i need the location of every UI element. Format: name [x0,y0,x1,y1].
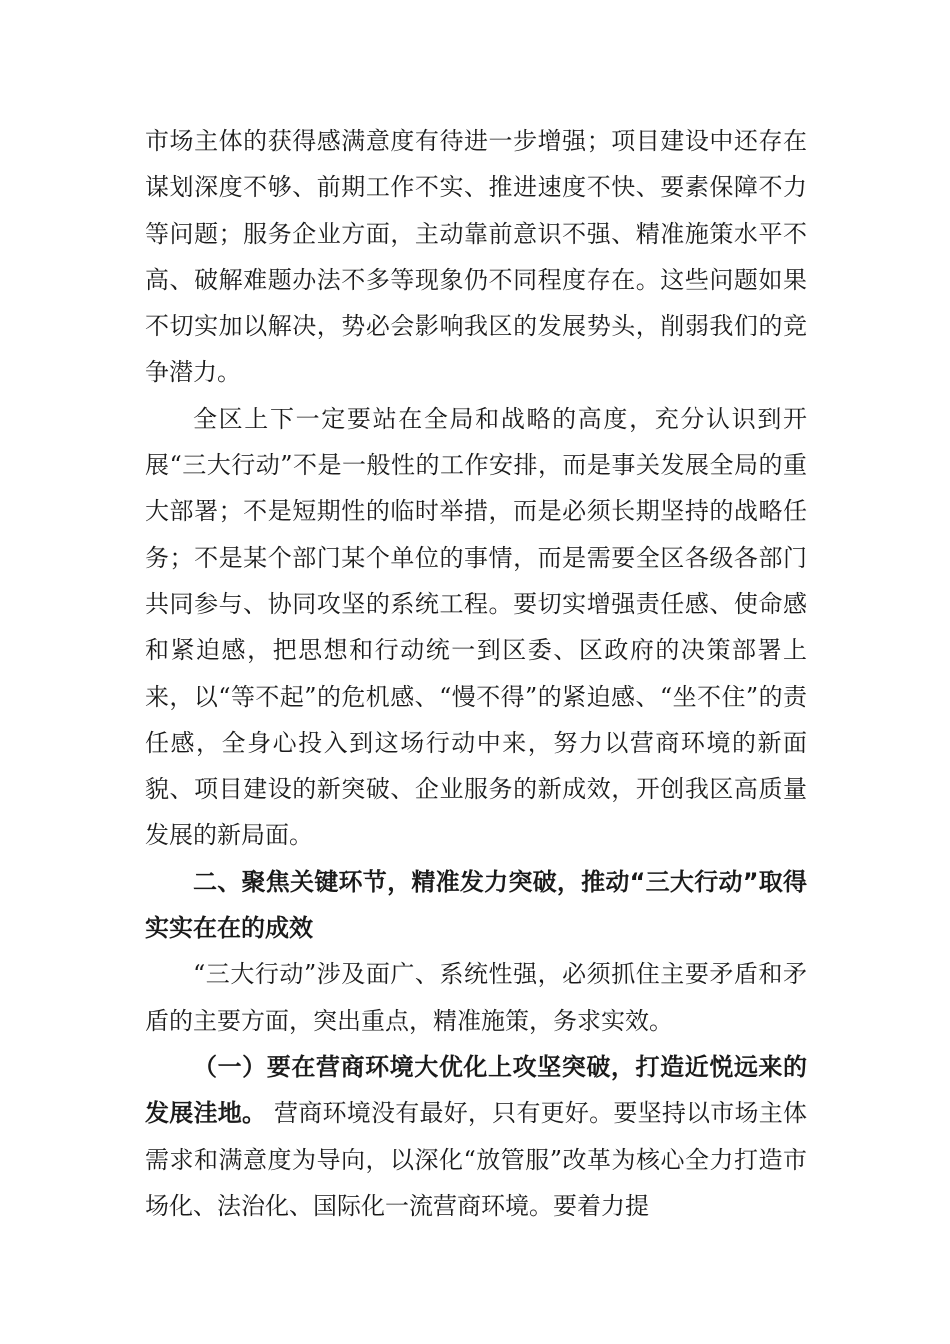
paragraph-three-actions-intro: “三大行动”涉及面广、系统性强，必须抓住主要矛盾和矛盾的主要方面，突出重点，精准施策，务求实效。 [145,960,807,1035]
section-heading-two: 二、聚焦关键环节，精准发力突破，推动“三大行动”取得实实在在的成效 [145,867,807,943]
paragraph-business-environment [145,1044,807,1229]
paragraph-problems: 市场主体的获得感满意度有待进一步增强；项目建设中还存在谋划深度不够、前期工作不实、推进速度不快、要素保障不力等问题；服务企业方面，主动靠前意识不强、精准施策水平不高、破解难题办法不多等现象仍不同程度存在。这些问题如果不切实加以解决，势必会影响我区的发展势头，削弱我们的竞争潜力。 [145,127,807,387]
subheading-business-environment: （一）要在营商环境大优化上攻坚突破，打造近悦远来的发展洼地。 [145,1051,807,1128]
paragraph-business-environment-body: 营商环境没有最好，只有更好。要坚持以市场主体需求和满意度为导向，以深化“放管服”改革为核心全力打造市场化、法治化、国际化一流营商环境。要着力提 [145,1099,807,1220]
paragraph-strategic-awareness: 全区上下一定要站在全局和战略的高度，充分认识到开展“三大行动”不是一般性的工作安排，而是事关发展全局的重大部署；不是短期性的临时举措，而是必须长期坚持的战略任务；不是某个部门某个单位的事情，而是需要全区各级各部门共同参与、协同攻坚的系统工程。要切实增强责任感、使命感和紧迫感，把思想和行动统一到区委、区政府的决策部署上来，以“等不起”的危机感、“慢不得”的紧迫感、“坐不住”的责任感，全身心投入到这场行动中来，努力以营商环境的新面貌、项目建设的新突破、企业服务的新成效，开创我区高质量发展的新局面。 [145,404,807,850]
document-page [145,118,807,1229]
